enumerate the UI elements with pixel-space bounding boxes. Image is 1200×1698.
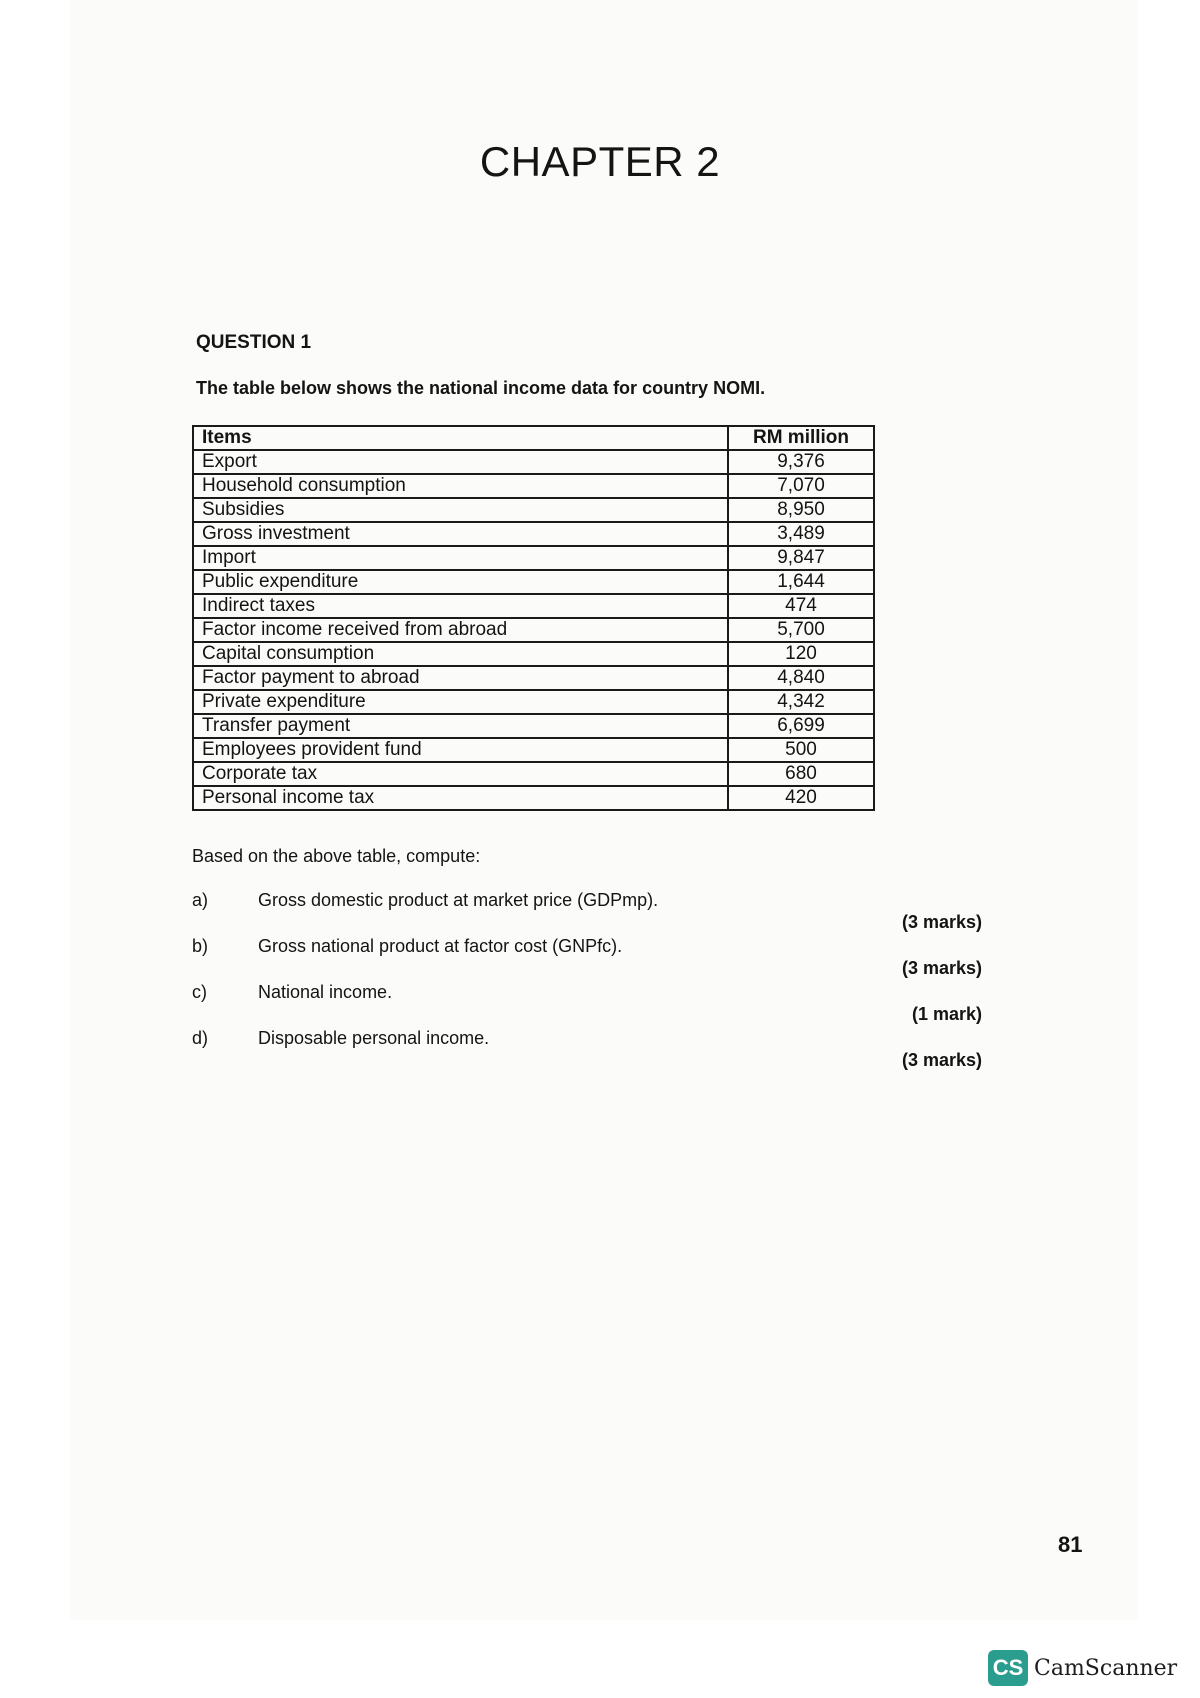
camscanner-text: CamScanner <box>1034 1655 1178 1681</box>
question-letter: b) <box>192 936 209 956</box>
question-letter: d) <box>192 1028 209 1048</box>
item-cell: Export <box>193 450 728 474</box>
value-cell: 420 <box>728 786 874 810</box>
value-cell: 5,700 <box>728 618 874 642</box>
question-text: Gross national product at factor cost (GNPfc). <box>258 936 623 956</box>
item-cell: Household consumption <box>193 474 728 498</box>
value-cell: 9,847 <box>728 546 874 570</box>
table-row <box>193 618 874 642</box>
item-cell: Public expenditure <box>193 570 728 594</box>
question-text: Gross domestic product at market price (GDPmp). <box>258 890 659 910</box>
table-row <box>193 690 874 714</box>
table-row <box>193 738 874 762</box>
value-cell: 120 <box>728 642 874 666</box>
national-income-table <box>192 425 875 811</box>
compute-intro: Based on the above table, compute: <box>192 846 481 866</box>
chapter-title: CHAPTER 2 <box>479 138 721 185</box>
item-cell: Subsidies <box>193 498 728 522</box>
camscanner-logo-icon: CS <box>988 1650 1028 1686</box>
question-letter: a) <box>192 890 209 910</box>
question-marks: (3 marks) <box>901 1050 982 1070</box>
item-cell: Corporate tax <box>193 762 728 786</box>
item-cell: Employees provident fund <box>193 738 728 762</box>
table-row <box>193 546 874 570</box>
table-row <box>193 762 874 786</box>
table-row <box>193 642 874 666</box>
table-row <box>193 714 874 738</box>
value-cell: 3,489 <box>728 522 874 546</box>
item-cell: Private expenditure <box>193 690 728 714</box>
item-cell: Transfer payment <box>193 714 728 738</box>
table-header-row <box>193 426 874 450</box>
table-row <box>193 522 874 546</box>
table-row <box>193 450 874 474</box>
item-cell: Personal income tax <box>193 786 728 810</box>
table-row <box>193 474 874 498</box>
question-heading: QUESTION 1 <box>196 332 312 353</box>
value-cell: 7,070 <box>728 474 874 498</box>
question-text: Disposable personal income. <box>258 1028 490 1048</box>
question-item <box>192 982 982 1028</box>
item-cell: Factor payment to abroad <box>193 666 728 690</box>
question-text: National income. <box>258 982 393 1002</box>
question-marks: (1 mark) <box>911 1004 982 1024</box>
value-cell: 8,950 <box>728 498 874 522</box>
question-item <box>192 890 982 936</box>
value-cell: 1,644 <box>728 570 874 594</box>
value-cell: 474 <box>728 594 874 618</box>
table-row <box>193 570 874 594</box>
table-row <box>193 666 874 690</box>
value-cell: 4,342 <box>728 690 874 714</box>
question-item <box>192 1028 982 1074</box>
column-header-items: Items <box>193 426 728 450</box>
item-cell: Capital consumption <box>193 642 728 666</box>
table-row <box>193 594 874 618</box>
item-cell: Gross investment <box>193 522 728 546</box>
table-row <box>193 786 874 810</box>
value-cell: 6,699 <box>728 714 874 738</box>
question-marks: (3 marks) <box>901 958 982 978</box>
value-cell: 4,840 <box>728 666 874 690</box>
value-cell: 680 <box>728 762 874 786</box>
question-item <box>192 936 982 982</box>
column-header-value: RM million <box>728 426 874 450</box>
question-intro: The table below shows the national income data for country NOMI. <box>196 378 766 398</box>
question-letter: c) <box>192 982 207 1002</box>
item-cell: Factor income received from abroad <box>193 618 728 642</box>
item-cell: Import <box>193 546 728 570</box>
value-cell: 9,376 <box>728 450 874 474</box>
value-cell: 500 <box>728 738 874 762</box>
camscanner-watermark <box>988 1650 1177 1686</box>
question-marks: (3 marks) <box>901 912 982 932</box>
page-number: 81 <box>1058 1532 1083 1557</box>
table-row <box>193 498 874 522</box>
item-cell: Indirect taxes <box>193 594 728 618</box>
